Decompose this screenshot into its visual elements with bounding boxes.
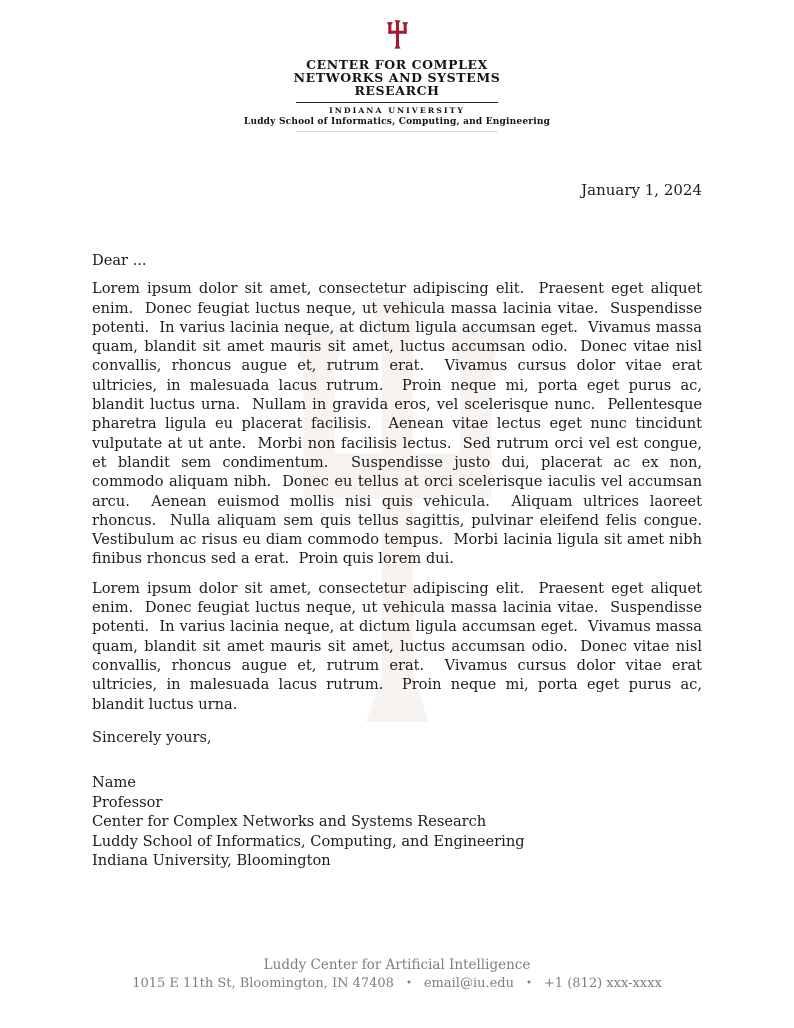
bullet-separator-icon: • [526, 978, 532, 989]
signature-block [92, 773, 702, 871]
footer-phone: +1 (812) xxx-xxxx [543, 976, 662, 991]
header-rule-bottom [296, 131, 498, 132]
paragraph-2: Lorem ipsum dolor sit amet, consectetur adipiscing elit. Praesent eget aliquet enim. Donec feugiat luctus neque, ut vehicula massa lacinia vitae. Suspendisse potenti. In varius lacinia neque, at dictum ligula accumsan eget. Vivamus massa quam, blandit sit amet mauris sit amet, luctus accumsan odio. Donec vitae nisl convallis, rhoncus augue et, rutrum erat. Vivamus cursus dolor vitae erat ultricies, in malesuada lacus rutrum. Proin neque mi, porta eget purus ac, blandit luctus urna. [92, 579, 707, 713]
school-name: Luddy School of Informatics, Computing, and Engineering [243, 117, 551, 128]
signature-school: Luddy School of Informatics, Computing, and Engineering [92, 832, 525, 850]
university-name: INDIANA UNIVERSITY [329, 106, 465, 116]
page-footer [0, 957, 794, 991]
letter-date: January 1, 2024 [581, 181, 702, 199]
org-name-line1: CENTER FOR COMPLEX [306, 57, 488, 72]
org-name-line3: RESEARCH [354, 83, 440, 98]
bullet-separator-icon: • [405, 978, 412, 989]
letter-body [92, 251, 712, 871]
paragraph-1: Lorem ipsum dolor sit amet, consectetur adipiscing elit. Praesent eget aliquet enim. Donec feugiat luctus neque, ut vehicula massa lacinia vitae. Suspendisse potenti. In varius lacinia neque, at dictum ligula accumsan eget. Vivamus massa quam, blandit sit amet mauris sit amet, luctus accumsan odio. Donec vitae nisl convallis, rhoncus augue et, rutrum erat. Vivamus cursus dolor vitae erat ultricies, in malesuada lacus rutrum. Proin neque mi, porta eget purus ac, blandit luctus urna. Nullam in gravida eros, vel scelerisque nunc. Pellentesque pharetra ligula eu placerat facilisis. Aenean vitae lectus eget nunc tincidunt vulputate at ut ante. Morbi non facilisis lectus. Sed rutrum orci vel est congue, et blandit sem condimentum. Suspendisse justo dui, placerat ac ex non, commodo aliquam nibh. Donec eu tellus at orci scelerisque iaculis vel accumsan arcu. Aenean euismod mollis nisi quis vehicula. Aliquam ultrices laoreet rhoncus. Nulla aliquam sem quis tellus sagittis, pulvinar eleifend felis congue. Vestibulum ac risus eu diam commodo tempus. Morbi lacinia ligula sit amet nibh finibus rhoncus sed a erat. Proin quis lorem dui. [92, 280, 712, 568]
footer-center-name: Luddy Center for Artificial Intelligence [263, 957, 531, 973]
org-name-line2: NETWORKS AND SYSTEMS [293, 70, 501, 85]
salutation: Dear ... [92, 252, 147, 269]
header-rule [296, 102, 498, 103]
signature-title: Professor [92, 793, 163, 811]
footer-address: 1015 E 11th St, Bloomington, IN 47408 [132, 976, 394, 991]
iu-trident-logo-icon [386, 20, 409, 49]
signature-name: Name [92, 774, 136, 792]
footer-contact-line [0, 976, 794, 991]
signature-center: Center for Complex Networks and Systems Research [92, 813, 487, 831]
footer-email: email@iu.edu [423, 976, 514, 991]
closing: Sincerely yours, [92, 728, 212, 746]
letterhead [0, 0, 794, 132]
signature-university: Indiana University, Bloomington [92, 852, 331, 870]
org-name [0, 58, 794, 97]
